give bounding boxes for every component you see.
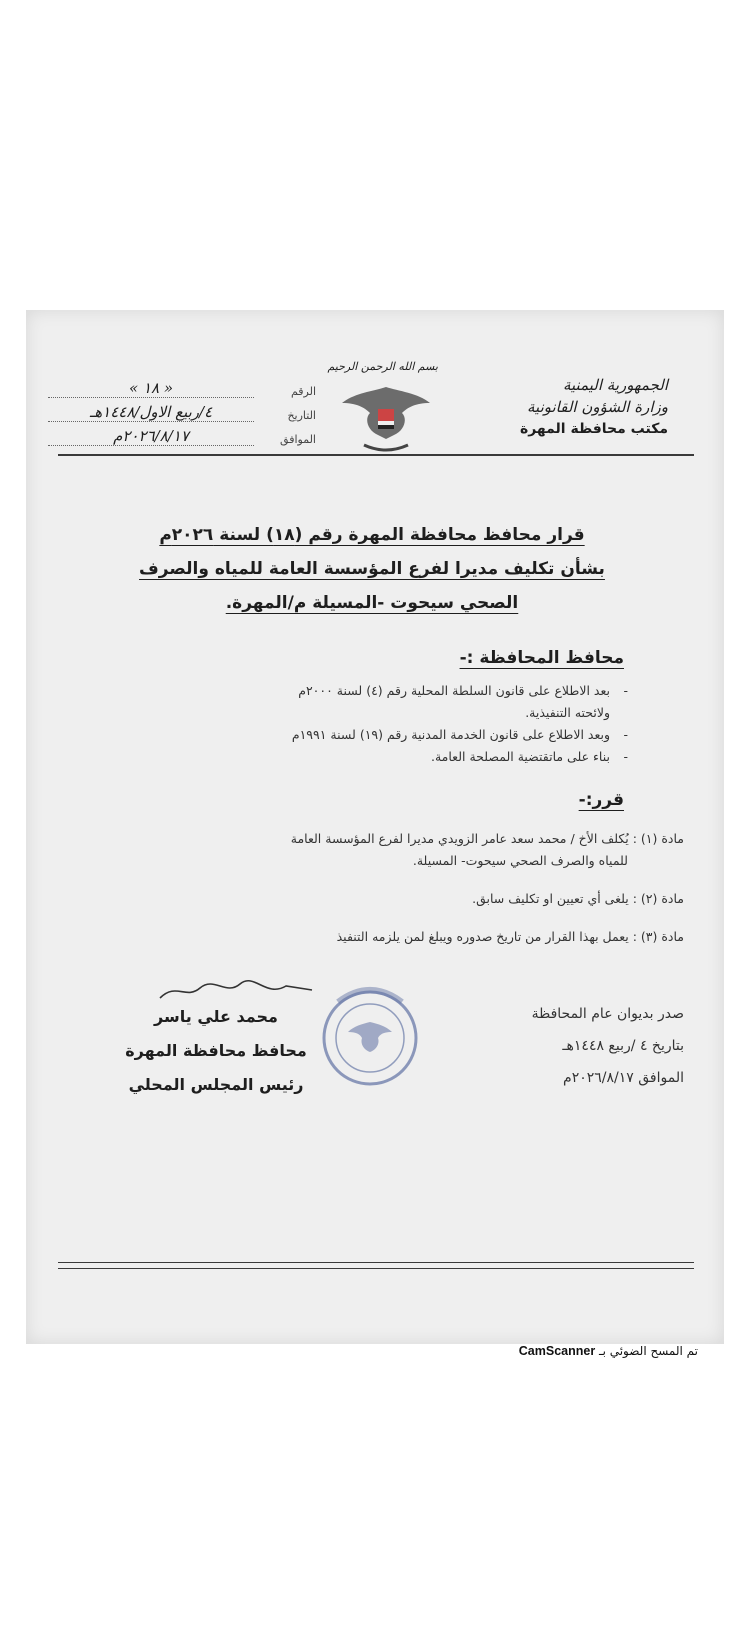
office-name: مكتب محافظة المهرة	[519, 421, 668, 437]
issued-line-3: الموافق ٢٠٢٦/٨/١٧م	[563, 1070, 684, 1086]
preamble-item: -بعد الاطلاع على قانون السلطة المحلية رقم (٤) لسنة ٢٠٠٠م	[298, 683, 628, 698]
article-1-line-2: للمياه والصرف الصحي سيحوت- المسيلة.	[412, 853, 628, 868]
number-label: الرقم	[290, 385, 316, 398]
issued-line-2: بتاريخ ٤ /ربيع ١٤٤٨هـ	[562, 1038, 684, 1054]
letterhead-right	[508, 374, 668, 440]
issued-line-1: صدر بديوان عام المحافظة	[531, 1006, 684, 1022]
decision-heading: قرر:-	[578, 790, 624, 810]
preamble-heading: محافظ المحافظة :-	[459, 648, 624, 668]
handwritten-signature-icon	[156, 978, 316, 1004]
bottom-rule-2	[58, 1268, 694, 1269]
signatory-council: رئيس المجلس المحلي	[128, 1075, 304, 1094]
republic-name: الجمهورية اليمنية	[562, 376, 668, 394]
article-3: مادة (٣) : يعمل بهذا القرار من تاريخ صدوره ويبلغ لمن يلزمه التنفيذ	[336, 929, 684, 944]
article-2: مادة (٢) : يلغى أي تعيين او تكليف سابق.	[472, 891, 684, 906]
eagle-emblem-icon	[334, 373, 438, 463]
ministry-name: وزارة الشؤون القانونية	[527, 398, 668, 416]
title-line-2: بشأن تكليف مديرا لفرع المؤسسة العامة للمياه والصرف	[139, 559, 605, 579]
preamble-list	[68, 680, 628, 768]
signatory-title: محافظ محافظة المهرة	[125, 1041, 307, 1060]
preamble-item: -بناء على ماتقتضية المصلحة العامة.	[431, 749, 628, 764]
emblem	[327, 360, 438, 476]
letterhead-left	[48, 374, 316, 446]
issued-block	[464, 998, 684, 1094]
decision-title	[60, 518, 684, 620]
signatory-name: محمد علي ياسر	[154, 1007, 278, 1026]
bottom-rule	[58, 1262, 694, 1263]
preamble-item: ولائحته التنفيذية.	[525, 705, 610, 720]
title-line-1: قرار محافظ محافظة المهرة رقم (١٨) لسنة ٢٠٢٦م	[159, 525, 585, 545]
header-divider	[58, 454, 694, 456]
signature-block	[96, 1000, 336, 1102]
preamble-item: -وبعد الاطلاع على قانون الخدمة المدنية رقم (١٩) لسنة ١٩٩١م	[291, 727, 628, 742]
number-value: « ١٨ »	[48, 379, 254, 398]
basmala: بسم الله الرحمن الرحيم	[327, 360, 438, 373]
title-line-3: الصحي سيحوت -المسيلة م/المهرة.	[225, 593, 519, 613]
scanner-footer	[519, 1344, 698, 1358]
corresponding-label: الموافق	[280, 433, 316, 446]
date-value: ٤/ربيع الاول/١٤٤٨هـ	[48, 403, 254, 422]
date-row	[48, 398, 316, 422]
corresponding-value: ٢٠٢٦/٨/١٧م	[48, 427, 254, 446]
article-1	[64, 828, 684, 872]
document-page	[26, 310, 724, 1344]
number-row	[48, 374, 316, 398]
footer-prefix: تم المسح الضوئي بـ	[599, 1344, 698, 1358]
corresponding-row	[48, 422, 316, 446]
date-label: التاريخ	[287, 409, 316, 422]
article-1-line-1: مادة (١) : يُكلف الأخ / محمد سعد عامر الزويدي مديرا لفرع المؤسسة العامة	[290, 831, 684, 846]
footer-app-name: CamScanner	[518, 1344, 596, 1358]
